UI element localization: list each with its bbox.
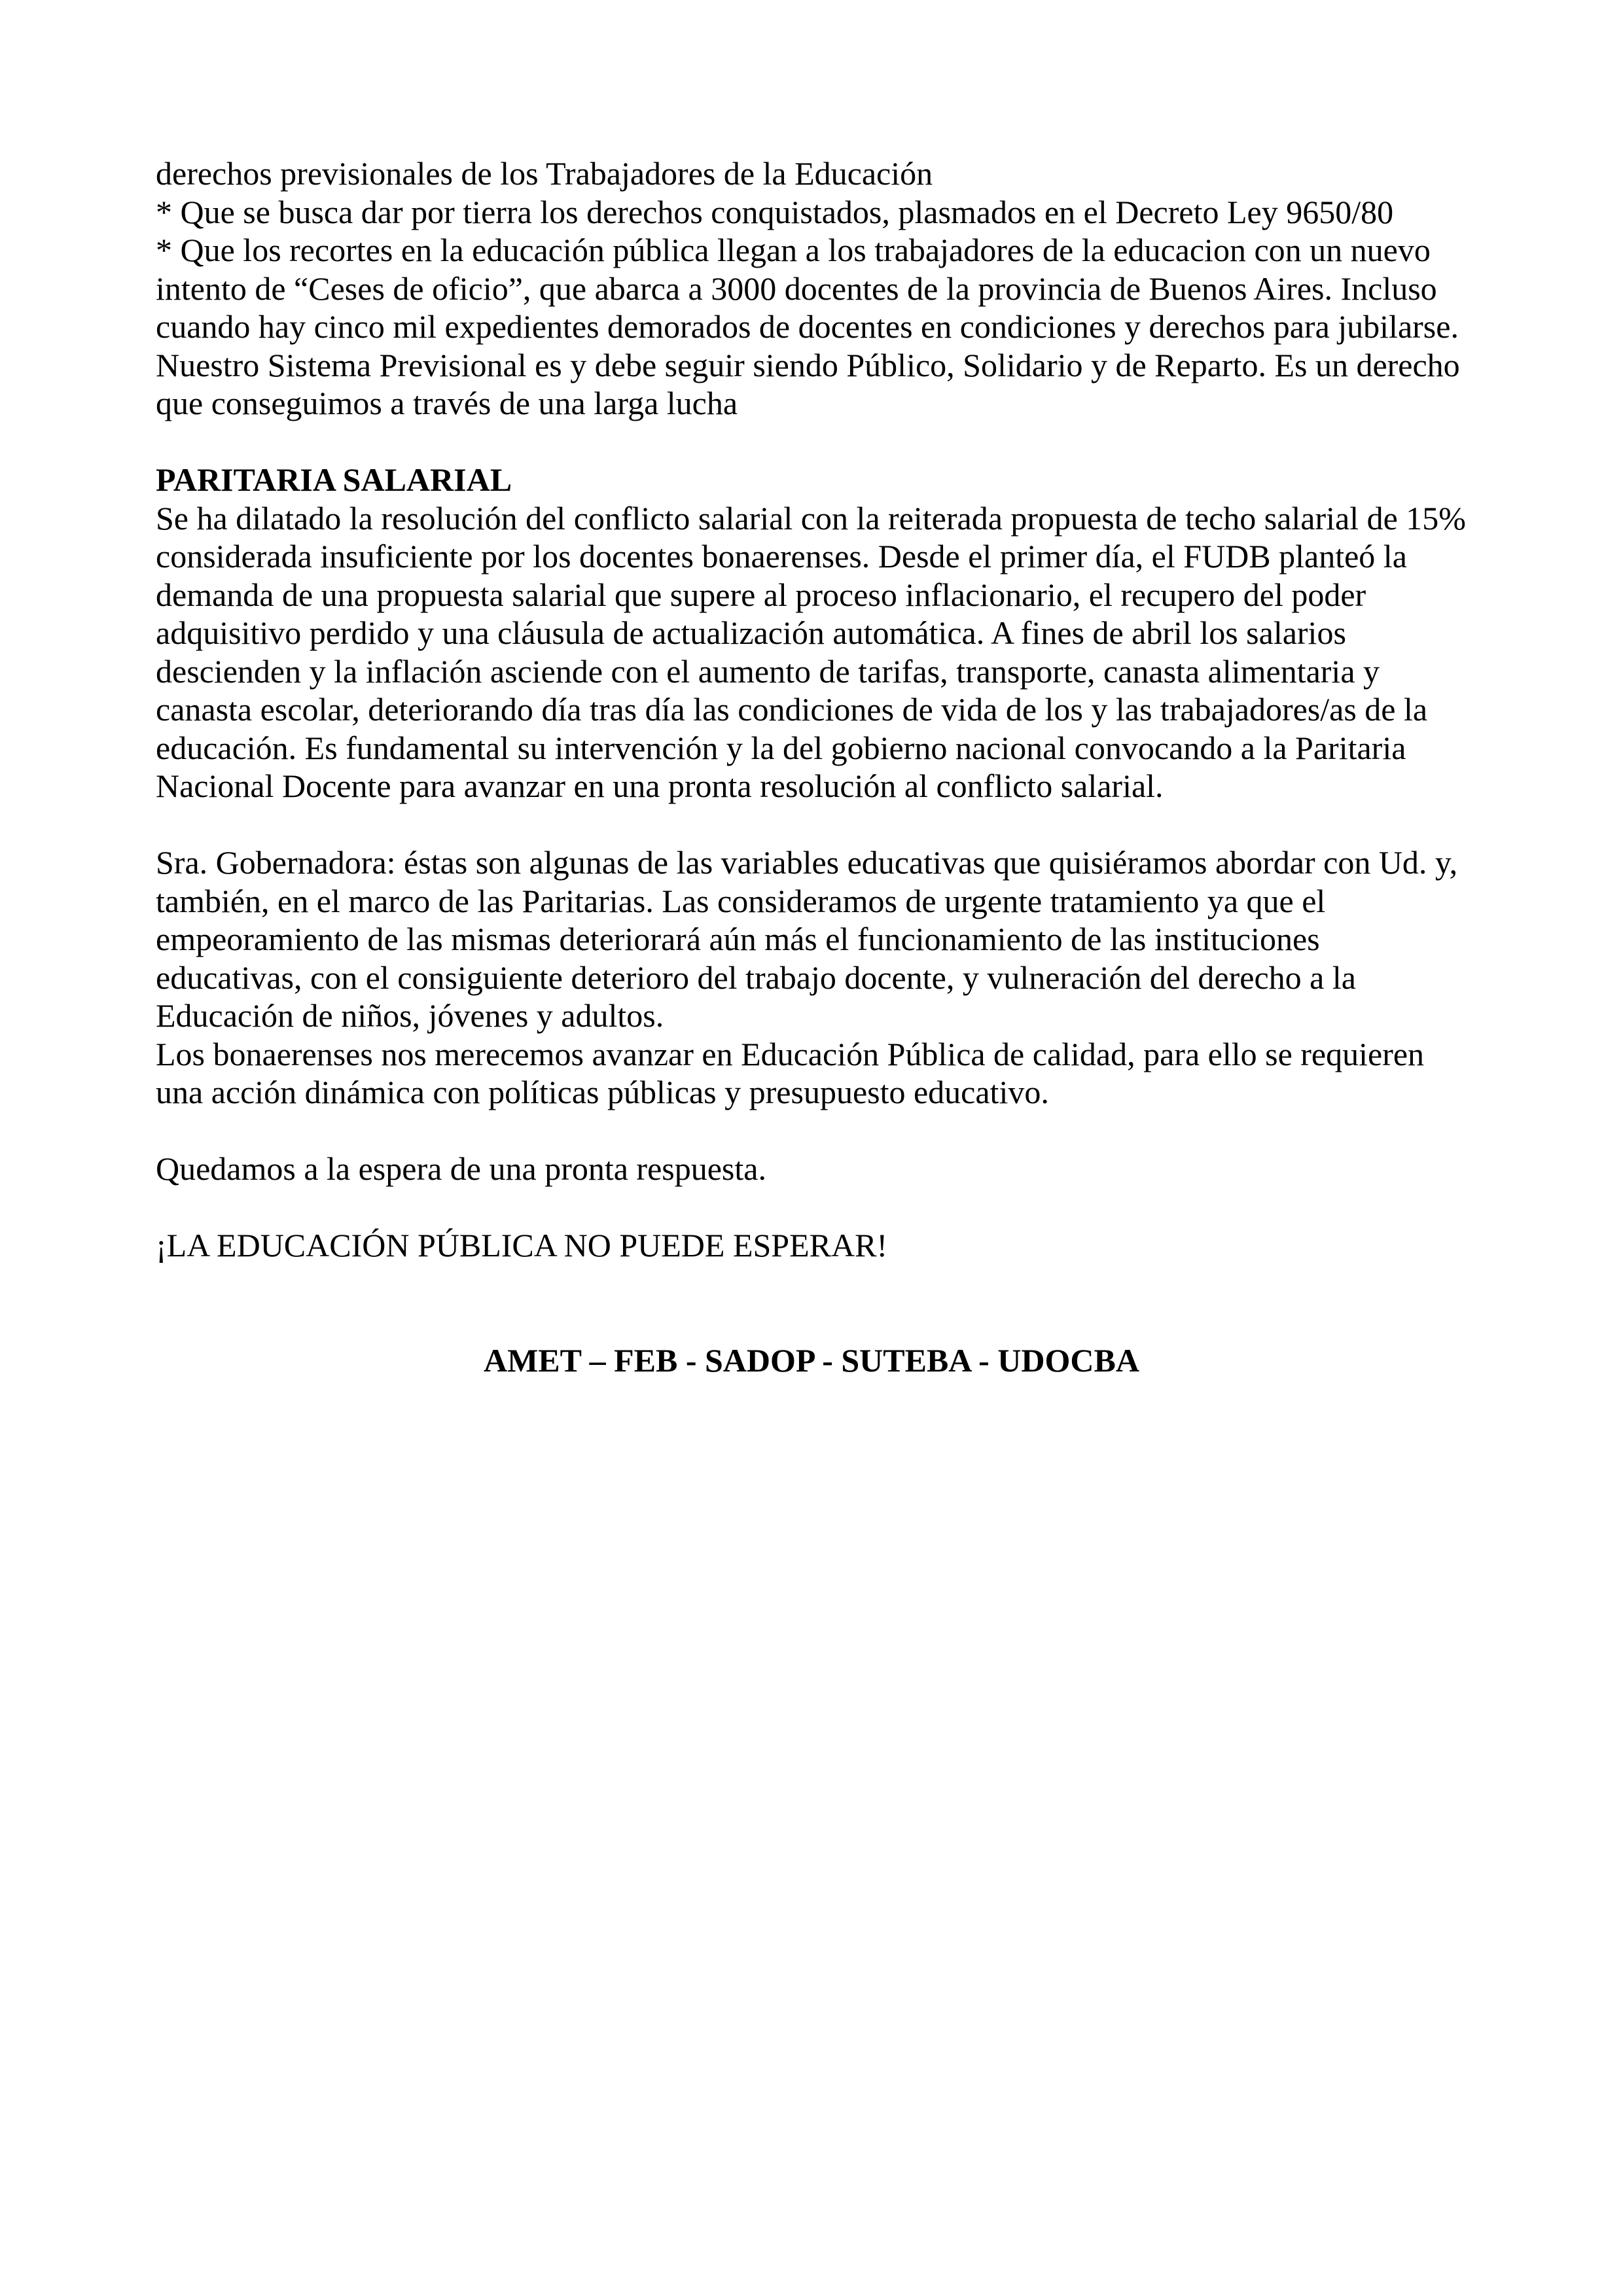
heading-paritaria-salarial: [156, 461, 1467, 499]
document-body: [156, 154, 1467, 1379]
blank-line: [156, 1112, 1467, 1150]
text-line: una acción dinámica con políticas públicas y presupuesto educativo.: [156, 1074, 1049, 1110]
blank-line: [156, 423, 1467, 461]
text-line: educativas, con el consiguiente deterioro del trabajo docente, y vulneración del derecho a la: [156, 959, 1356, 996]
text-line: también, en el marco de las Paritarias. Las consideramos de urgente tratamiento ya que el: [156, 882, 1326, 919]
text-line: Se ha dilatado la resolución del conflicto salarial con la reiterada propuesta de techo salarial de 15%: [156, 499, 1466, 537]
text-line: demanda de una propuesta salarial que supere al proceso inflacionario, el recupero del poder: [156, 576, 1366, 613]
text-line: Nacional Docente para avanzar en una pronta resolución al conflicto salarial.: [156, 768, 1164, 804]
paragraph-cierre: [156, 1150, 1467, 1188]
slogan-educacion-publica: [156, 1226, 1467, 1265]
text-line: intento de “Ceses de oficio”, que abarca a 3000 docentes de la provincia de Buenos Aires. Incluso: [156, 270, 1437, 307]
text-line: que conseguimos a través de una larga lucha: [156, 385, 738, 421]
blank-line: [156, 1112, 1467, 1150]
text-line: cuando hay cinco mil expedientes demorados de docentes en condiciones y derechos para jubilarse.: [156, 308, 1459, 345]
text-line: considerada insuficiente por los docentes bonaerenses. Desde el primer día, el FUDB planteó la: [156, 538, 1407, 574]
text-line: Quedamos a la espera de una pronta respuesta.: [156, 1150, 766, 1187]
text-line: empeoramiento de las mismas deteriorará aún más el funcionamiento de las instituciones: [156, 921, 1320, 957]
blank-line: [156, 1303, 1467, 1341]
text-line: Sra. Gobernadora: éstas son algunas de las variables educativas que quisiéramos abordar con Ud. y,: [156, 844, 1458, 881]
text-line: * Que se busca dar por tierra los derechos conquistados, plasmados en el Decreto Ley 9650/80: [156, 193, 1394, 230]
signature-unions: [156, 1341, 1467, 1380]
text-line: Nuestro Sistema Previsional es y debe seguir siendo Público, Solidario y de Reparto. Es un derecho: [156, 346, 1460, 383]
text-line: derechos previsionales de los Trabajadores de la Educación: [156, 155, 933, 192]
text-line: Los bonaerenses nos merecemos avanzar en Educación Pública de calidad, para ello se requieren: [156, 1035, 1425, 1072]
text-line: AMET – FEB - SADOP - SUTEBA - UDOCBA: [484, 1341, 1139, 1379]
text-line: descienden y la inflación asciende con el aumento de tarifas, transporte, canasta alimentaria y: [156, 652, 1380, 690]
blank-line: [156, 1188, 1467, 1227]
blank-line: [156, 423, 1467, 461]
paragraph-paritaria: [156, 499, 1467, 805]
blank-line: [156, 1188, 1467, 1227]
text-line: educación. Es fundamental su intervención y la del gobierno nacional convocando a la Paritaria: [156, 729, 1406, 766]
blank-line: [156, 1265, 1467, 1303]
text-line: PARITARIA SALARIAL: [156, 461, 512, 498]
text-line: ¡LA EDUCACIÓN PÚBLICA NO PUEDE ESPERAR!: [156, 1227, 888, 1263]
text-line: adquisitivo perdido y una cláusula de actualización automática. A fines de abril los salarios: [156, 614, 1346, 651]
blank-line: [156, 1265, 1467, 1303]
text-line: * Que los recortes en la educación pública llegan a los trabajadores de la educacion con un nuevo: [156, 232, 1431, 268]
blank-line: [156, 805, 1467, 844]
paragraph-gobernadora: [156, 843, 1467, 1112]
blank-line: [156, 1303, 1467, 1341]
text-line: Educación de niños, jóvenes y adultos.: [156, 997, 664, 1034]
paragraph-previsional: [156, 154, 1467, 423]
text-line: canasta escolar, deteriorando día tras día las condiciones de vida de los y las trabajadores/as de la: [156, 691, 1428, 728]
blank-line: [156, 805, 1467, 844]
